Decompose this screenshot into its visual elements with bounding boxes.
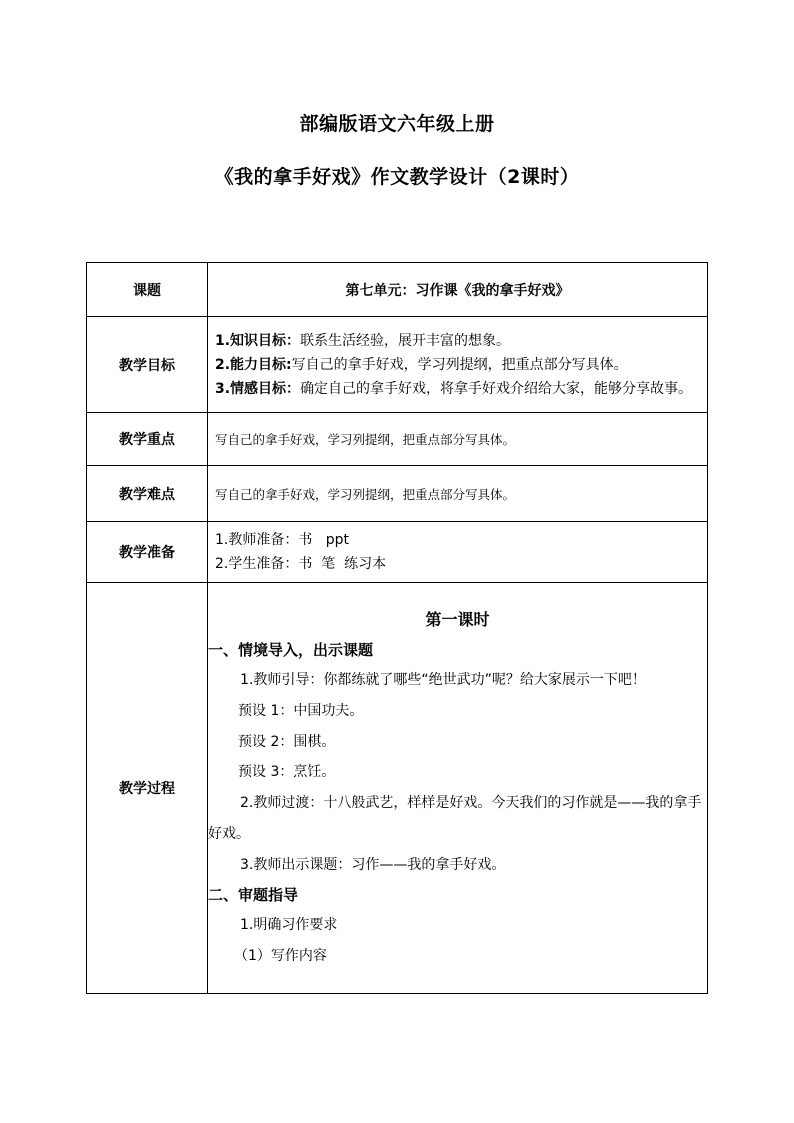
goal-text: 联系生活经验，展开丰富的想象。	[300, 332, 511, 349]
preset-line: 预设 3：烹饪。	[238, 764, 336, 781]
goal-prefix: 2.能力目标:	[215, 356, 292, 373]
difficulties-label: 教学难点	[87, 466, 208, 522]
document-title: 部编版语文六年级上册	[299, 113, 495, 135]
section-heading: 一、情境导入，出示课题	[208, 640, 374, 659]
difficulties-cell	[208, 466, 708, 522]
difficulties-text: 写自己的拿手好戏，学习列提纲，把重点部分写具体。	[215, 486, 516, 502]
table-row-key-points	[87, 413, 708, 466]
lesson-title: 第一课时	[425, 609, 490, 629]
preparation-cell	[208, 522, 708, 583]
paragraph: （1）写作内容	[234, 948, 327, 965]
table-row-topic	[87, 263, 708, 317]
goals-cell	[208, 317, 708, 413]
goals-label: 教学目标	[87, 317, 208, 413]
lesson-plan-table	[86, 262, 708, 994]
goal-item	[208, 329, 707, 353]
goal-text: 确定自己的拿手好戏，将拿手好戏介绍给大家，能够分享故事。	[300, 380, 693, 397]
key-points-label: 教学重点	[87, 413, 208, 466]
goal-item	[208, 377, 707, 401]
key-points-text: 写自己的拿手好戏，学习列提纲，把重点部分写具体。	[215, 432, 516, 447]
preparation-item: 1.教师准备：书 ppt	[215, 532, 349, 548]
topic-label: 课题	[87, 263, 208, 317]
document-subtitle: 《我的拿手好戏》作文教学设计（2课时）	[214, 166, 580, 188]
preparation-label: 教学准备	[87, 522, 208, 583]
paragraph: 1.教师引导：你都练就了哪些“绝世武功”呢？给大家展示一下吧！	[240, 671, 646, 688]
table-row-preparation	[87, 522, 708, 583]
goal-text: 写自己的拿手好戏，学习列提纲，把重点部分写具体。	[291, 356, 628, 373]
goal-prefix: 1.知识目标：	[215, 332, 301, 349]
table-row-goals	[87, 317, 708, 413]
preset-line: 预设 2：围棋。	[238, 733, 336, 750]
preparation-item: 2.学生准备：书 笔 练习本	[215, 556, 387, 572]
process-label: 教学过程	[87, 583, 208, 994]
section-heading: 二、审题指导	[208, 886, 299, 905]
paragraph: 3.教师出示课题：习作——我的拿手好戏。	[240, 856, 506, 873]
paragraph: 1.明确习作要求	[240, 917, 338, 934]
preset-line: 预设 1：中国功夫。	[238, 702, 364, 719]
paragraph: 2.教师过渡：十八般武艺，样样是好戏。今天我们的习作就是——我的拿手好戏。	[208, 795, 702, 842]
goal-item	[208, 353, 707, 377]
topic-value: 第七单元：习作课《我的拿手好戏》	[208, 263, 708, 317]
process-cell	[208, 583, 708, 994]
table-row-process	[87, 583, 708, 994]
table-row-difficulties	[87, 466, 708, 522]
goal-prefix: 3.情感目标：	[215, 380, 301, 397]
key-points-cell	[208, 413, 708, 466]
